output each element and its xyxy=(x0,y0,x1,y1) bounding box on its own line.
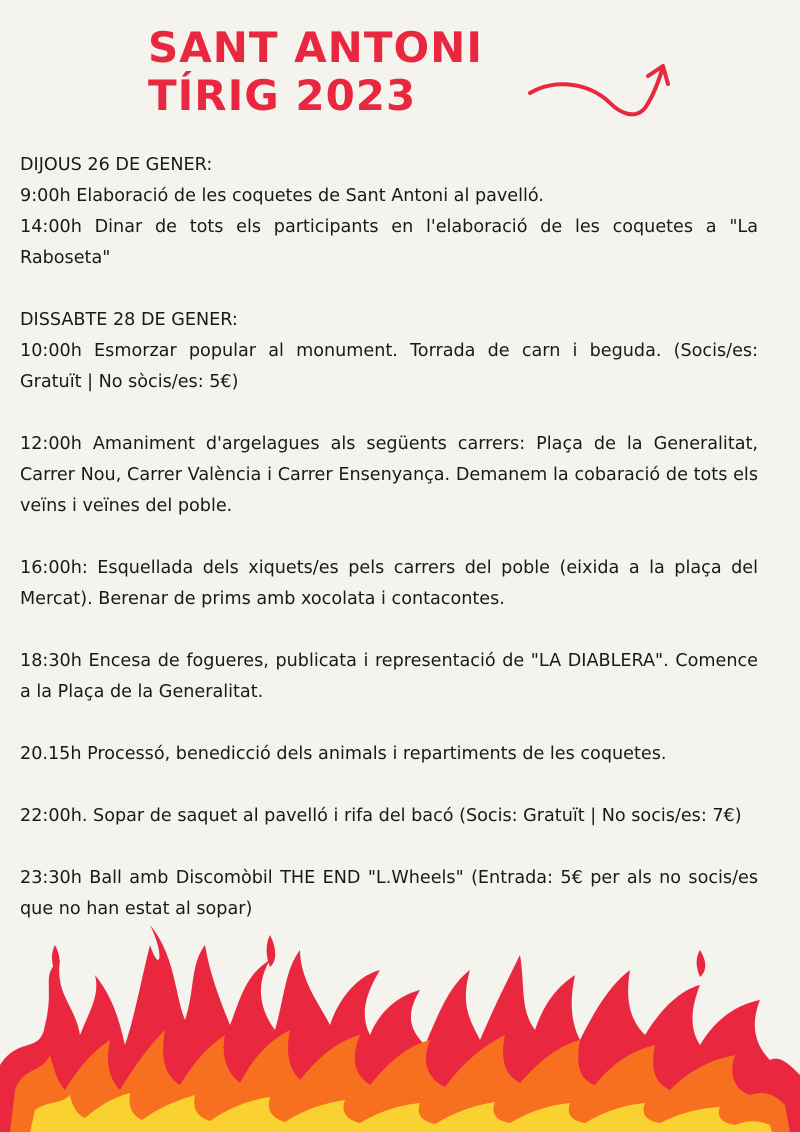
schedule-block xyxy=(20,429,758,522)
schedule-item: 22:00h. Sopar de saquet al pavelló i rifa del bacó (Socis: Gratuït | No socis/es: 7€) xyxy=(20,806,742,826)
schedule-item: 23:30h Ball amb Discomòbil THE END "L.Wheels" (Entrada: 5€ per als no socis/es que no han estat al sopar) xyxy=(20,868,758,919)
curly-arrow-icon xyxy=(520,58,680,128)
schedule-item: 20.15h Processó, benedicció dels animals i repartiments de les coquetes. xyxy=(20,744,667,764)
schedule-block xyxy=(20,646,758,708)
day1-heading: DIJOUS 26 DE GENER: xyxy=(20,155,213,175)
schedule-item: 16:00h: Esquellada dels xiquets/es pels carrers del poble (eixida a la plaça del Mercat). Berenar de prims amb xocolata i contacontes. xyxy=(20,558,758,609)
schedule-item: 9:00h Elaboració de les coquetes de Sant Antoni al pavelló. xyxy=(20,186,544,206)
title-line-1: SANT ANTONI xyxy=(148,23,483,72)
schedule-item: 18:30h Encesa de fogueres, publicata i representació de "LA DIABLERA". Comence a la Plaça de la Generalitat. xyxy=(20,651,758,702)
day2-section xyxy=(20,305,758,398)
flames-illustration xyxy=(0,915,800,1132)
day2-heading: DISSABTE 28 DE GENER: xyxy=(20,310,238,330)
schedule-block xyxy=(20,739,758,770)
day1-section xyxy=(20,150,758,274)
title-line-2: TÍRIG 2023 xyxy=(148,71,417,120)
schedule-item: 14:00h Dinar de tots els participants en l'elaboració de les coquetes a "La Raboseta" xyxy=(20,217,758,268)
schedule-item: 12:00h Amaniment d'argelagues als següents carrers: Plaça de la Generalitat, Carrer Nou, Carrer València i Carrer Ensenyança. Demanem la cobaració de tots els veïns i veïnes del poble. xyxy=(20,434,758,516)
schedule-item: 10:00h Esmorzar popular al monument. Torrada de carn i beguda. (Socis/es: Gratuït | No sòcis/es: 5€) xyxy=(20,341,758,392)
schedule-block xyxy=(20,553,758,615)
page-title xyxy=(148,24,483,120)
schedule xyxy=(20,150,758,925)
schedule-block xyxy=(20,801,758,832)
